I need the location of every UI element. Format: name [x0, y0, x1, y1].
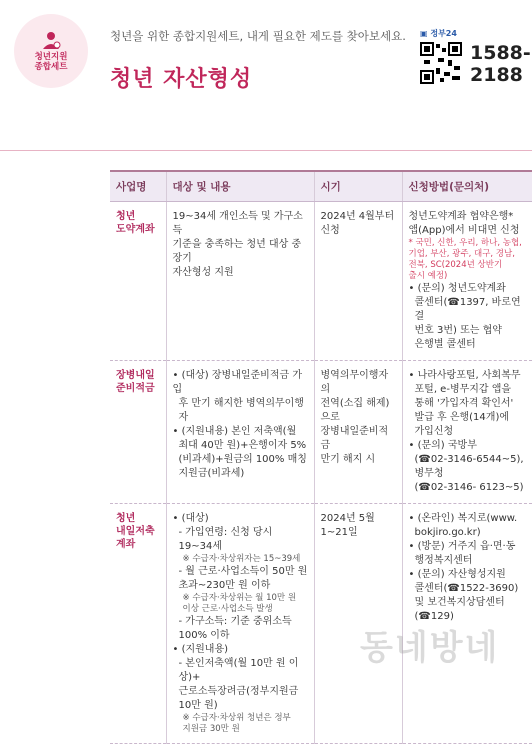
text-line: - 월 근로·사업소득이 50만 원 — [178, 566, 308, 577]
text-line: 2024년 5월 — [320, 513, 375, 524]
person-icon — [40, 30, 62, 50]
program-content — [166, 361, 314, 504]
text-line: 후 만기 해지한 병역의무이행자 — [178, 398, 304, 423]
text-line: 지원금(비과세) — [178, 468, 245, 479]
text-line: 기준을 충족하는 청년 대상 중장기 — [172, 239, 302, 264]
text-line: 자산형성 지원 — [172, 267, 234, 278]
text-line: - 가입연령: 신청 당시 19~34세 — [178, 527, 273, 552]
text-line: - 가구소득: 기준 중위소득 — [178, 616, 292, 627]
note-line: ※ 수급자·차상위는 월 10만 원 — [182, 593, 297, 603]
table-header-row — [110, 171, 532, 202]
text-line: 장병내일준비적금 — [320, 426, 389, 451]
note-line: ※ 수급자·차상위자는 15~39세 — [182, 554, 301, 564]
text-line: 포털, e-병무지갑 앱을 — [414, 384, 512, 395]
text-line: (☎02-3146-6544~5), — [414, 454, 524, 465]
text-line: • 나라사랑포털, 사회복무 — [408, 370, 521, 381]
text-line: 19~34세 개인소득 및 가구소득 — [172, 211, 303, 236]
text-line: • (지원내용) — [172, 644, 229, 655]
text-line: (☎02-3146- 6123~5) — [414, 482, 524, 493]
text-line: 내일저축 — [116, 526, 155, 537]
program-content — [166, 202, 314, 361]
text-line: 콜센터(☎1522-3690) — [414, 583, 519, 594]
text-line: • (문의) 청년도약계좌 — [408, 283, 506, 294]
text-line: 초과~230만 원 이하 — [178, 580, 271, 591]
text-line: 장병내일 — [116, 370, 155, 381]
text-line: bokjiro.go.kr) — [414, 527, 481, 538]
table-row — [110, 202, 532, 361]
text-line: (☎129) — [414, 611, 454, 622]
category-badge — [14, 14, 88, 88]
gov24-text: 정부24 — [430, 29, 457, 38]
phone-number — [470, 42, 531, 86]
text-line: 콜센터(☎1397, 바로연결 — [414, 297, 521, 322]
text-line: 번호 3번) 또는 협약 — [414, 325, 502, 336]
gov24-icon: ▣ — [420, 29, 431, 38]
text-line: 2024년 4월부터 — [320, 211, 395, 222]
text-line: 준비적금 — [116, 383, 155, 394]
qr-code-icon[interactable] — [420, 42, 462, 84]
phone-line2: 2188 — [470, 64, 523, 86]
text-line: 1~21일 — [320, 527, 358, 538]
text-line: 근로소득장려금(정부지원금 — [178, 686, 299, 697]
page-title: 청년 자산형성 — [110, 67, 253, 92]
text-line: • (온라인) 복지로(www. — [408, 513, 518, 524]
text-line: 청년도약계좌 협약은행* — [408, 211, 514, 222]
table-row — [110, 361, 532, 504]
text-line: • (대상) 장병내일준비적금 가입 — [172, 370, 302, 395]
program-method — [402, 202, 532, 361]
text-line: • (대상) — [172, 513, 209, 524]
note-line: 이상 근로·사업소득 발생 — [182, 604, 273, 614]
header-period: 시기 — [314, 171, 402, 202]
gov24-label — [420, 28, 457, 39]
program-name — [110, 361, 166, 504]
bank-note: 기업, 부산, 광주, 대구, 경남, — [408, 249, 515, 259]
text-line: 은행별 콜센터 — [414, 339, 476, 350]
text-line: 통해 '가입자격 확인서' — [414, 398, 514, 409]
text-line: 10만 원) — [178, 700, 218, 711]
program-content — [166, 504, 314, 744]
program-period — [314, 361, 402, 504]
phone-line1: 1588- — [470, 42, 531, 64]
text-line: 100% 이하 — [178, 630, 230, 641]
text-line: • (문의) 자산형성지원 — [408, 569, 506, 580]
text-line: 신청 — [320, 225, 340, 236]
text-line: • (문의) 국방부 — [408, 440, 477, 451]
header-program: 사업명 — [110, 171, 166, 202]
text-line: 앱(App)에서 비대면 신청 — [408, 225, 520, 236]
text-line: 행정복지센터 — [414, 555, 473, 566]
text-line: 전역(소집 해제)으로 — [320, 398, 390, 423]
text-line: 가입신청 — [414, 426, 454, 437]
text-line: 및 보건복지상담센터 — [414, 597, 505, 608]
bank-note: 출시 예정) — [408, 271, 448, 281]
text-line: 만기 해지 시 — [320, 454, 376, 465]
program-period — [314, 202, 402, 361]
header-method: 신청방법(문의처) — [402, 171, 532, 202]
program-method — [402, 361, 532, 504]
text-line: • (방문) 거주지 읍·면·동 — [408, 541, 516, 552]
note-line: 지원금 30만 원 — [182, 724, 240, 734]
note-line: ※ 수급자·차상위 청년은 정부 — [182, 713, 291, 723]
divider — [0, 150, 532, 151]
text-line: 청년 — [116, 513, 136, 524]
badge-line2: 종합세트 — [34, 62, 68, 72]
page-subtitle: 청년을 위한 종합지원세트, 내게 필요한 제도를 찾아보세요. — [110, 29, 406, 43]
text-line: - 본인저축액(월 10만 원 이상)+ — [178, 658, 299, 683]
bank-note: 전북, SC(2024년 상반기 — [408, 260, 503, 270]
program-name — [110, 202, 166, 361]
program-name — [110, 504, 166, 744]
text-line: 병무청 — [414, 468, 444, 479]
text-line: 최대 40만 원)+은행이자 5% — [178, 440, 307, 451]
text-line: • (지원내용) 본인 저축액(월 — [172, 426, 297, 437]
header-content: 대상 및 내용 — [166, 171, 314, 202]
bank-note: * 국민, 신한, 우리, 하나, 농협, — [408, 238, 522, 248]
text-line: 청년 — [116, 211, 136, 222]
text-line: 도약계좌 — [116, 224, 155, 235]
text-line: (비과세)+원금의 100% 매칭 — [178, 454, 307, 465]
badge-line1: 청년지원 — [34, 52, 68, 62]
text-line: 병역의무이행자의 — [320, 370, 389, 395]
watermark: 동네방네 — [360, 628, 500, 668]
text-line: 계좌 — [116, 539, 136, 550]
text-line: 발급 후 은행(14개)에 — [414, 412, 510, 423]
